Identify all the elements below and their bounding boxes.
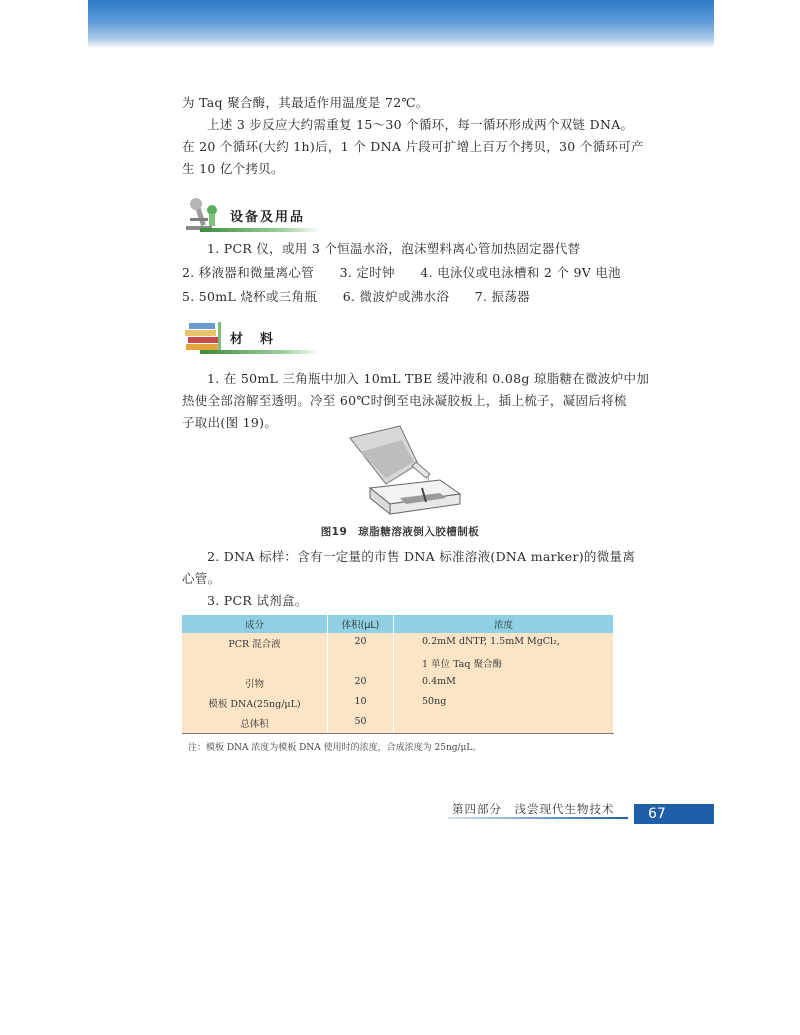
table-row (182, 713, 614, 734)
table-row (182, 633, 614, 653)
equipment-item-2: 2. 移液器和微量离心管 3. 定时钟 4. 电泳仪或电泳槽和 2 个 9V 电池 (182, 265, 621, 280)
table-cell-volume: 50 (328, 713, 394, 734)
materials-item-1-line2: 热使全部溶解至透明。冷至 60℃时倒至电泳凝胶板上，插上梳子，凝固后将梳 (182, 393, 627, 408)
table-cell-volume: 10 (328, 693, 394, 713)
footer-rule (448, 817, 628, 819)
table-cell-component: 模板 DNA(25ng/μL) (182, 693, 328, 713)
materials-item-1-line3: 子取出(图 19)。 (182, 415, 278, 430)
books-icon (182, 318, 224, 354)
equipment-item-3: 5. 50mL 烧杯或三角瓶 6. 微波炉或沸水浴 7. 振荡器 (182, 289, 530, 304)
figure-agarose-pouring (330, 418, 470, 524)
paragraph-cycles-line3: 生 10 亿个拷贝。 (182, 161, 284, 176)
section-title-equipment: 设备及用品 (230, 210, 306, 225)
table-cell-volume: 20 (328, 673, 394, 693)
materials-item-2-line1: 2. DNA 标样：含有一定量的市售 DNA 标准溶液(DNA marker)的微量离 (207, 549, 636, 564)
paragraph-cycles-line1: 上述 3 步反应大约需重复 15～30 个循环，每一循环形成两个双链 DNA。 (207, 117, 634, 132)
footer-section-title: 第四部分 浅尝现代生物技术 (452, 802, 615, 816)
equipment-item-1: 1. PCR 仪，或用 3 个恒温水浴，泡沫塑料离心管加热固定器代替 (207, 241, 581, 256)
gel-tray-illustration (370, 480, 460, 514)
paragraph-cycles-line2: 在 20 个循环(大约 1h)后，1 个 DNA 片段可扩增上百万个拷贝，30 个循环可产 (182, 139, 644, 154)
table-cell-concentration: 1 单位 Taq 聚合酶 (394, 653, 614, 673)
table-row (182, 693, 614, 713)
table-cell-component: 总体积 (182, 713, 328, 734)
table-header-component: 成分 (182, 615, 328, 633)
reagent-table (182, 615, 614, 734)
table-row (182, 673, 614, 693)
section-header-materials (182, 318, 622, 358)
materials-item-2-line2: 心管。 (182, 571, 221, 586)
table-header-row (182, 615, 614, 633)
table-cell-component: PCR 混合液 (182, 633, 328, 653)
table-cell-concentration: 50ng (394, 693, 614, 713)
section-underline (200, 228, 320, 232)
section-header-equipment (182, 196, 622, 236)
table-note: 注：模板 DNA 浓度为模板 DNA 使用时的浓度，合成浓度为 25ng/μL。 (188, 743, 482, 753)
table-cell-volume (328, 653, 394, 673)
table-cell-concentration: 0.2mM dNTP, 1.5mM MgCl₂, (394, 633, 614, 653)
section-title-materials: 材 料 (230, 332, 276, 347)
table-cell-volume: 20 (328, 633, 394, 653)
page-number: 67 (634, 804, 714, 824)
section-underline (200, 350, 320, 354)
materials-item-1-line1: 1. 在 50mL 三角瓶中加入 10mL TBE 缓冲液和 0.08g 琼脂糖在微波炉中加 (207, 371, 650, 386)
table-cell-component (182, 653, 328, 673)
materials-item-3: 3. PCR 试剂盒。 (207, 593, 308, 608)
table-cell-concentration (394, 713, 614, 734)
table-cell-component: 引物 (182, 673, 328, 693)
table-row (182, 653, 614, 673)
table-cell-concentration: 0.4mM (394, 673, 614, 693)
microscope-icon (182, 196, 222, 232)
figure-caption: 图19 琼脂糖溶液倒入胶槽制板 (320, 526, 480, 538)
table-header-volume: 体积(μL) (328, 615, 394, 633)
paragraph-taq: 为 Taq 聚合酶，其最适作用温度是 72℃。 (182, 95, 429, 110)
table-header-concentration: 浓度 (394, 615, 614, 633)
